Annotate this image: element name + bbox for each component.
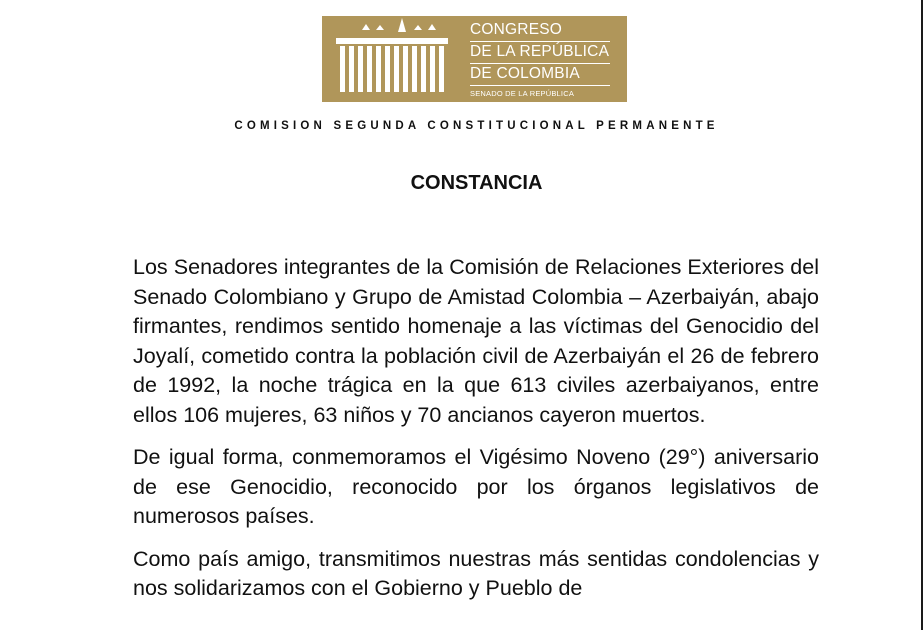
commission-heading: COMISION SEGUNDA CONSTITUCIONAL PERMANENTE [234, 120, 719, 132]
logo-wordmark [470, 20, 622, 100]
logo-line-congreso: CONGRESO [470, 21, 563, 38]
page-title: CONSTANCIA [410, 172, 543, 194]
capitol-building-icon [322, 16, 462, 102]
paragraph: Los Senadores integrantes de la Comisión de Relaciones Exteriores del Senado Colombiano y Grupo de Amistad Colombia – Azerbaiyán, abajo firmantes, rendimos sentido homenaje a las víctimas del Genocidio del Joyalí, cometido contra la población civil de Azerbaiyán el 26 de febrero de 1992, la noche trágica en la que 613 civiles azerbaiyanos, entre ellos 106 mujeres, 63 niños y 70 ancianos cayeron muertos. [133, 255, 819, 427]
paragraph: Como país amigo, transmitimos nuestras más sentidas condolencias y nos solidarizamos con el Gobierno y Pueblo de [133, 546, 819, 600]
logo-line-republica: DE LA REPÚBLICA [470, 43, 610, 60]
logo-line-senado: SENADO DE LA REPÚBLICA [470, 89, 575, 98]
logo-rule [470, 85, 610, 86]
paragraph: De igual forma, conmemoramos el Vigésimo Noveno (29°) aniversario de ese Genocidio, reconocido por los órganos legislativos de numerosos países. [133, 445, 819, 528]
logo-line-colombia: DE COLOMBIA [470, 65, 580, 82]
document-body [133, 253, 819, 617]
congress-logo [322, 16, 627, 102]
